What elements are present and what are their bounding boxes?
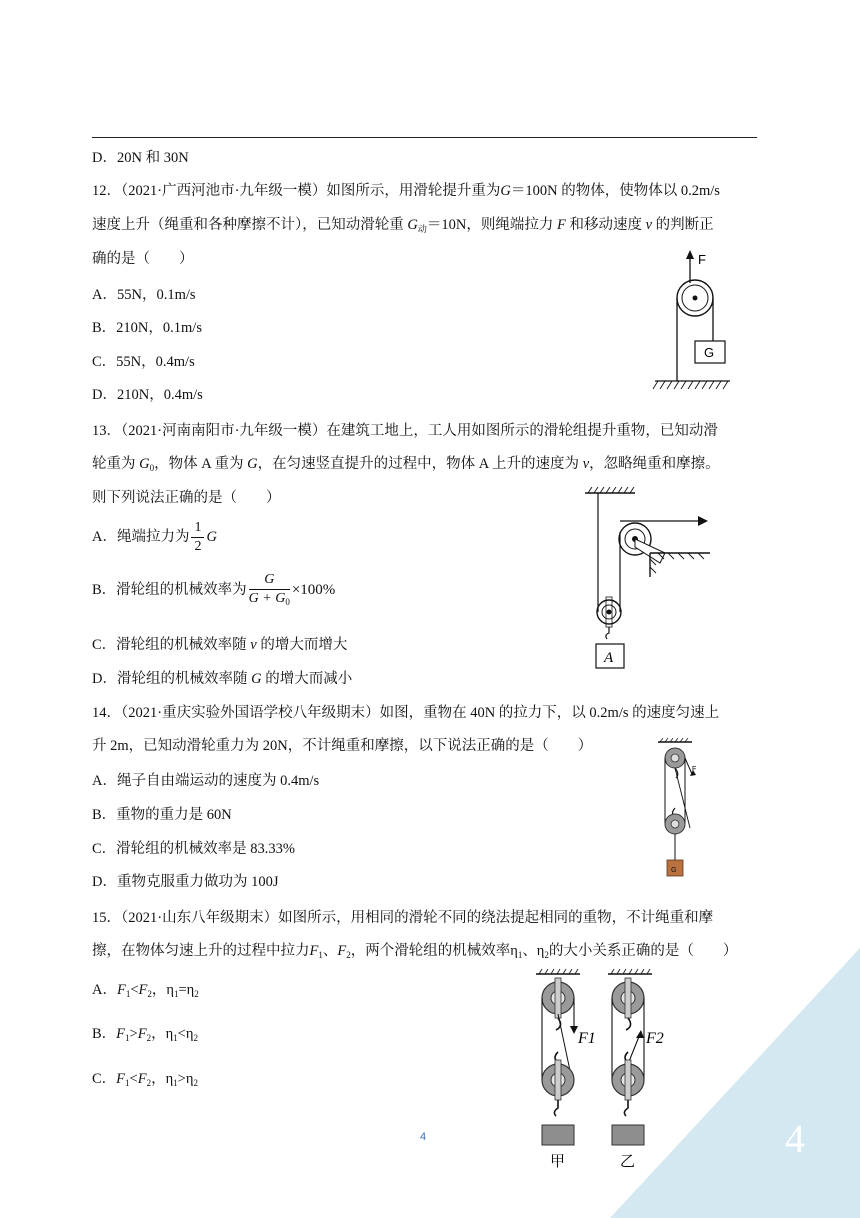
q15-pulley-figure [528, 968, 678, 1178]
header-rule [92, 137, 757, 138]
q13-line3: 则下列说法正确的是（ ） [92, 490, 281, 506]
q12-line3: 确的是（ ） [92, 251, 194, 267]
svg-text:F2: F2 [646, 1030, 664, 1047]
q12-option-c: C．55N，0.4m/s [92, 354, 195, 370]
q15-line1: 15．（2021·山东八年级期末）如图所示，用相同的滑轮不同的绕法提起相同的重物，不计绳重和摩 [92, 910, 714, 926]
q14-option-d: D．重物克服重力做功为 100J [92, 874, 279, 890]
svg-text:G: G [671, 867, 677, 874]
prev-option-d: D．20N 和 30N [92, 150, 189, 166]
svg-text:F1: F1 [578, 1030, 596, 1047]
q15-line2: 擦，在物体匀速上升的过程中拉力$F_1$、$F_2$，两个滑轮组的机械效率$\eta_1$、$\eta_2$的大小关系正确的是（ ） [92, 943, 738, 960]
fraction-half: $\frac{1}{2}$ [191, 519, 204, 556]
q13-line2: 轮重为 $G_0$，物体 A 重为 G，在匀速竖直提升的过程中，物体 A 上升的速度为 v，忽略绳重和摩擦。 [92, 456, 720, 473]
q12-option-d: D．210N，0.4m/s [92, 387, 203, 403]
svg-text:F: F [692, 766, 697, 773]
q14-line2: 升 2m，已知动滑轮重力为 20N，不计绳重和摩擦，以下说法正确的是（ ） [92, 738, 593, 754]
q14-line1: 14．（2021·重庆实验外国语学校八年级期末）如图，重物在 40N 的拉力下，以 0.2m/s 的速度匀速上 [92, 705, 720, 721]
q12-pulley-figure [650, 248, 740, 393]
q12-line2: 速度上升（绳重和各种摩擦不计），已知动滑轮重 $G_动=10N$，则绳端拉力 F 和移动速度 v 的判断正 [92, 217, 714, 234]
svg-text:G: G [704, 345, 715, 360]
page-number: 4 [420, 1131, 427, 1143]
q12-option-a: A．55N，0.1m/s [92, 287, 196, 303]
q13-pulley-figure [580, 487, 715, 672]
q14-option-b: B．重物的重力是 60N [92, 807, 232, 823]
q13-option-b: B．滑轮组的机械效率为 $\frac{G}{G + G_0}$ ×100% [92, 570, 335, 611]
q15-option-b: B．$F_1>F_2$，$\eta_1<\eta_2$ [92, 1026, 198, 1043]
q14-pulley-figure [650, 738, 710, 880]
q14-option-a: A．绳子自由端运动的速度为 0.4m/s [92, 773, 320, 789]
q15-option-a: A．$F_1<F_2$，$\eta_1=\eta_2$ [92, 982, 199, 999]
corner-page-number: 4 [785, 1116, 805, 1161]
q12-option-b: B．210N，0.1m/s [92, 320, 202, 336]
q13-option-c: C．滑轮组的机械效率随 v 的增大而增大 [92, 637, 348, 653]
q13-line1: 13．（2021·河南南阳市·九年级一模）在建筑工地上，工人用如图所示的滑轮组提升重物，已知动滑 [92, 423, 718, 439]
q13-option-d: D．滑轮组的机械效率随 G 的增大而减小 [92, 671, 353, 687]
svg-text:乙: 乙 [620, 1152, 636, 1170]
q15-option-c: C．$F_1<F_2$，$\eta_1>\eta_2$ [92, 1071, 198, 1088]
q13-option-a: A．绳端拉力为 $\frac{1}{2}$ G [92, 520, 217, 555]
efficiency-fraction: $\frac{G}{G + G_0}$ [248, 571, 290, 607]
svg-text:甲: 甲 [550, 1152, 566, 1170]
svg-text:F: F [698, 252, 706, 267]
q14-option-c: C．滑轮组的机械效率是 83.33% [92, 841, 295, 857]
q12-line1: 12．（2021·广西河池市·九年级一模）如图所示，用滑轮提升重为G＝100N 的物体，使物体以 0.2m/s [92, 183, 720, 199]
svg-text:A: A [604, 650, 614, 666]
